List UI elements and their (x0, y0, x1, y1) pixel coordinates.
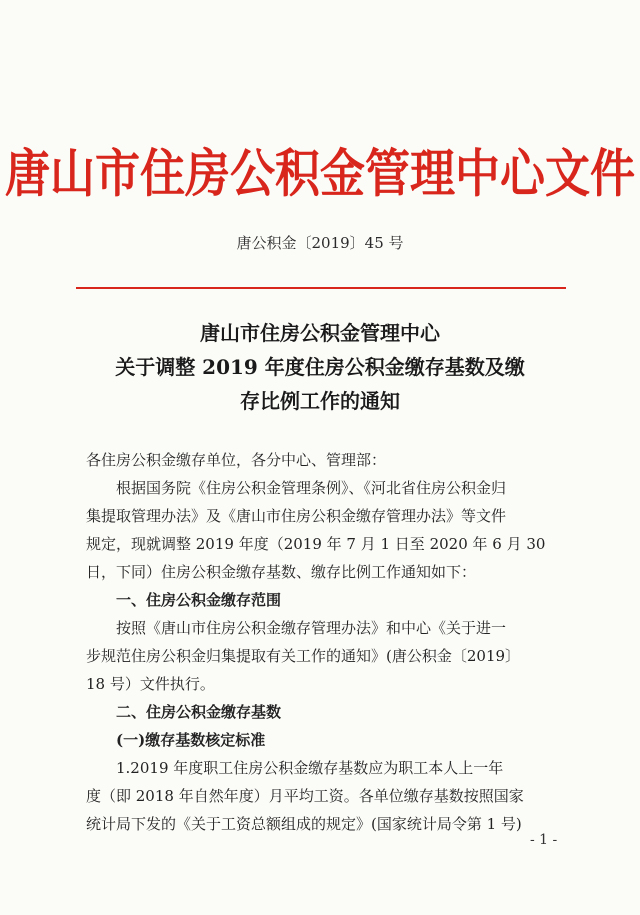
body-line: 步规范住房公积金归集提取有关工作的通知》(唐公积金〔2019〕 (86, 647, 521, 665)
body-line: 度（即 2018 年自然年度）月平均工资。各单位缴存基数按照国家 (86, 787, 524, 805)
body-line: 日，下同）住房公积金缴存基数、缴存比例工作通知如下： (86, 563, 477, 581)
notice-title (60, 316, 580, 418)
notice-title-line: 关于调整 2019 年度住房公积金缴存基数及缴 (115, 355, 525, 379)
body-line: 按照《唐山市住房公积金缴存管理办法》和中心《关于进一 (116, 619, 507, 637)
notice-title-line: 存比例工作的通知 (240, 389, 400, 413)
body-line: 根据国务院《住房公积金管理条例》、《河北省住房公积金归 (116, 479, 507, 497)
body-line: 统计局下发的《关于工资总额组成的规定》(国家统计局令第 1 号) (86, 815, 522, 833)
org-red-header: 唐山市住房公积金管理中心文件 (4, 142, 635, 204)
notice-body (86, 446, 574, 838)
page-number: - 1 - (530, 832, 558, 848)
body-line: 集提取管理办法》及《唐山市住房公积金缴存管理办法》等文件 (86, 507, 507, 525)
subsection-heading: (一)缴存基数核定标准 (116, 731, 266, 749)
red-separator-line (76, 287, 566, 289)
body-line: 1.2019 年度职工住房公积金缴存基数应为职工本人上一年 (116, 759, 504, 777)
salutation: 各住房公积金缴存单位，各分中心、管理部： (86, 451, 387, 469)
section-heading: 二、住房公积金缴存基数 (116, 703, 282, 721)
document-number: 唐公积金〔2019〕45 号 (236, 234, 404, 252)
notice-title-line: 唐山市住房公积金管理中心 (200, 321, 440, 345)
section-heading: 一、住房公积金缴存范围 (116, 591, 282, 609)
body-line: 18 号）文件执行。 (86, 675, 215, 693)
body-line: 规定，现就调整 2019 年度（2019 年 7 月 1 日至 2020 年 6 月 30 (86, 535, 546, 553)
